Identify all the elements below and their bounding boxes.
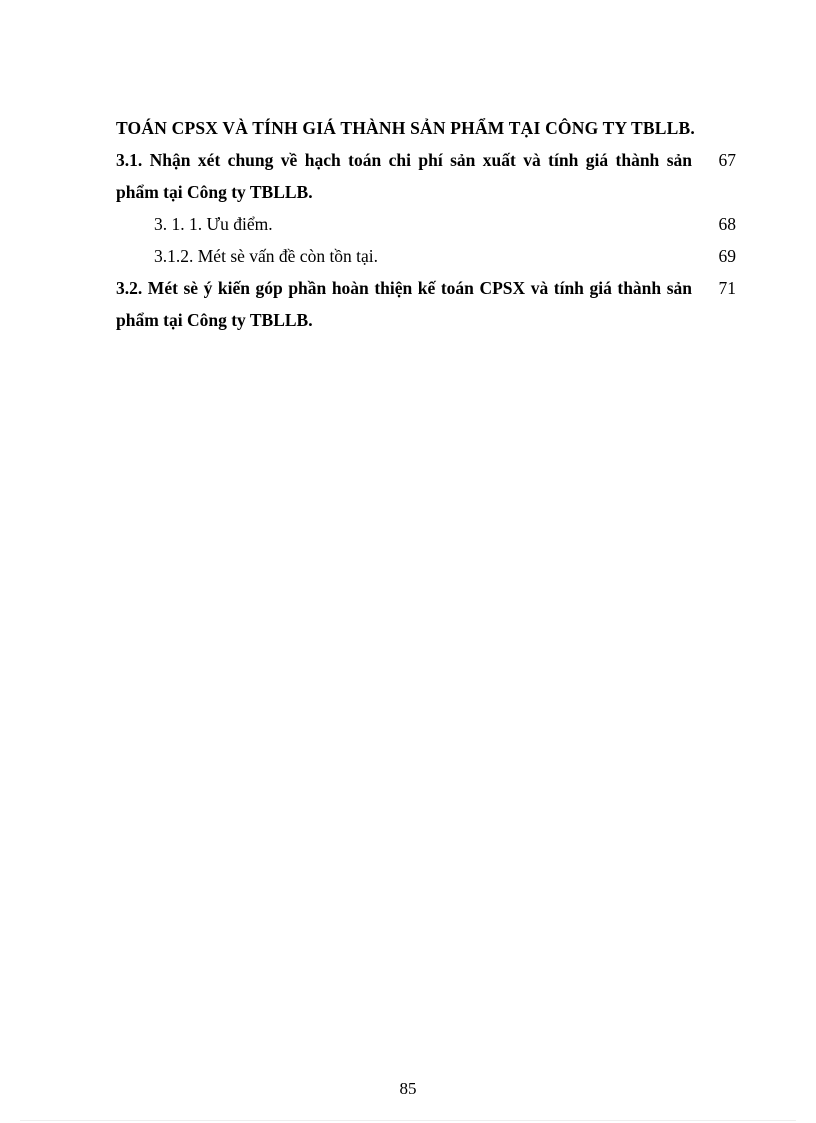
page-bottom-edge: [20, 1120, 796, 1121]
toc-entry-text: 3.1.2. Mét sè vấn đề còn tồn tại.: [154, 246, 379, 266]
toc-entry-page: 69: [718, 246, 736, 266]
toc-entry-text: 3. 1. 1. Ưu điểm.: [154, 214, 273, 234]
toc-chapter-heading: [116, 112, 736, 144]
toc-entry-3-1-2: [116, 240, 736, 272]
toc-entry-3-1: [116, 144, 736, 208]
toc-entry-text: 3.1. Nhận xét chung về hạch toán chi phí sản xuất và tính giá thành sản phẩm tại Công ty TBLLB.: [116, 150, 692, 202]
page-number: 85: [399, 1079, 417, 1098]
toc-entry-page: 67: [718, 150, 736, 170]
toc-entry-3-1-1: [116, 208, 736, 240]
table-of-contents: [116, 112, 736, 336]
toc-entry-text: 3.2. Mét sè ý kiến góp phần hoàn thiện kế toán CPSX và tính giá thành sản phẩm tại Công ty TBLLB.: [116, 278, 692, 330]
toc-entry-page: 68: [718, 214, 736, 234]
toc-entry-3-2: [116, 272, 736, 336]
toc-entry-page: 71: [718, 278, 736, 298]
toc-chapter-heading-text: TOÁN CPSX VÀ TÍNH GIÁ THÀNH SẢN PHẨM TẠI CÔNG TY TBLLB.: [116, 118, 695, 138]
